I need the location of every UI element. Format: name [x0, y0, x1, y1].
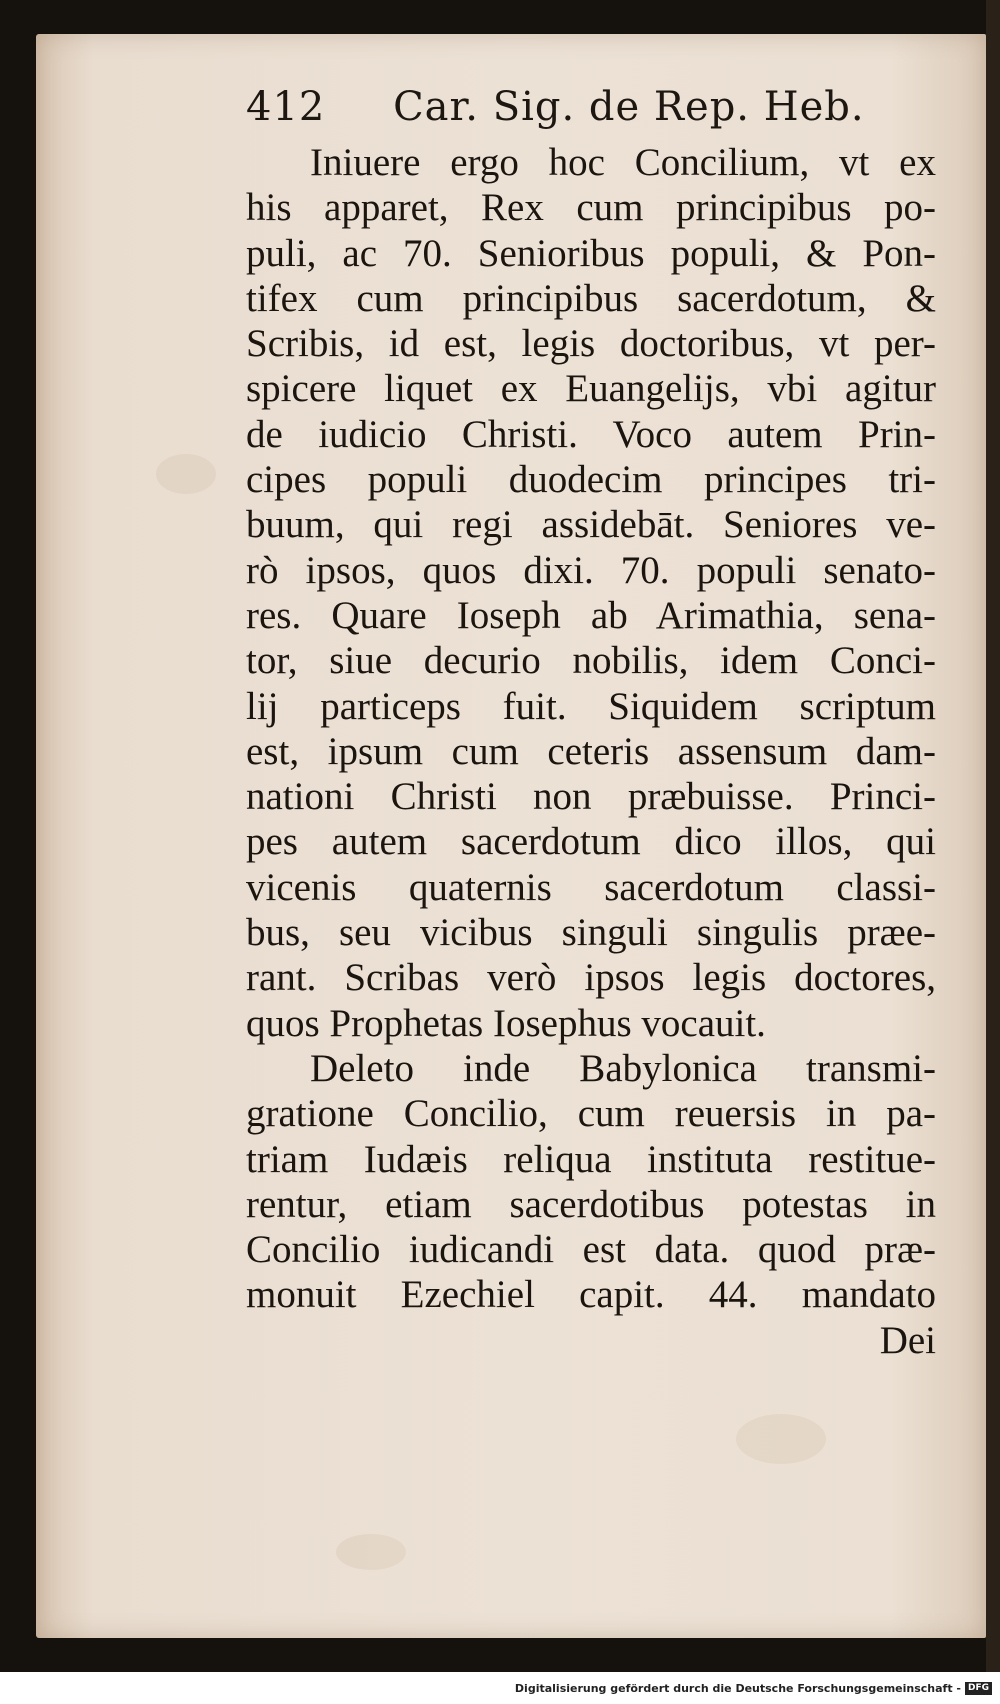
text-line: cipes populi duodecim principes tri- [246, 458, 936, 502]
text-line: pes autem sacerdotum dico illos, qui [246, 820, 936, 864]
text-line: monuit Ezechiel capit. 44. mandato [246, 1273, 936, 1317]
page-number: 412 [246, 84, 326, 130]
text-line: buum, qui regi assidebāt. Seniores ve- [246, 503, 936, 547]
text-line: tor, siue decurio nobilis, idem Conci- [246, 639, 936, 683]
book-board-edge [986, 0, 1000, 1672]
credit-text: Digitalisierung gefördert durch die Deutsche Forschungsgemeinschaft - [514, 1682, 961, 1695]
catchword: Dei [879, 1318, 936, 1362]
text-line: spicere liquet ex Euangelijs, vbi agitur [246, 367, 936, 411]
text-line: bus, seu vicibus singuli singulis præe- [246, 911, 936, 955]
text-line: de iudicio Christi. Voco autem Prin- [246, 412, 936, 456]
dfg-logo-icon: DFG [965, 1682, 992, 1695]
text-line: rentur, etiam sacerdotibus potestas in [246, 1182, 936, 1226]
text-line: puli, ac 70. Senioribus populi, & Pon- [246, 231, 936, 275]
text-line: triam Iudæis reliqua instituta restitue- [246, 1137, 936, 1181]
running-header [246, 84, 865, 130]
digitization-credit [515, 1682, 992, 1695]
text-line: rant. Scribas verò ipsos legis doctores, [246, 956, 936, 1000]
text-line: quos Prophetas Iosephus vocauit. [246, 1001, 766, 1045]
text-line: his apparet, Rex cum principibus po- [246, 186, 936, 230]
text-line: res. Quare Ioseph ab Arimathia, sena- [246, 593, 936, 637]
text-line: Iniuere ergo hoc Concilium, vt ex [310, 141, 936, 184]
text-line: Concilio iudicandi est data. quod præ- [246, 1228, 936, 1272]
text-line: Deleto inde Babylonica transmi- [310, 1046, 936, 1090]
text-line: lij particeps fuit. Siquidem scriptum [246, 684, 936, 728]
running-head: Car. Sig. de Rep. Heb. [393, 84, 865, 130]
paper-stain [156, 454, 216, 494]
body-text [246, 140, 936, 1363]
text-line: vicenis quaternis sacerdotum classi- [246, 865, 936, 909]
text-line: est, ipsum cum ceteris assensum dam- [246, 729, 936, 773]
text-line: Scribis, id est, legis doctoribus, vt per- [246, 322, 936, 366]
text-line: gratione Concilio, cum reuersis in pa- [246, 1092, 936, 1136]
paper-stain [736, 1414, 826, 1464]
paper-stain [336, 1534, 406, 1570]
text-line: tifex cum principibus sacerdotum, & [246, 276, 936, 320]
text-line: nationi Christi non præbuisse. Princi- [246, 775, 936, 819]
text-line: rò ipsos, quos dixi. 70. populi senato- [246, 548, 936, 592]
